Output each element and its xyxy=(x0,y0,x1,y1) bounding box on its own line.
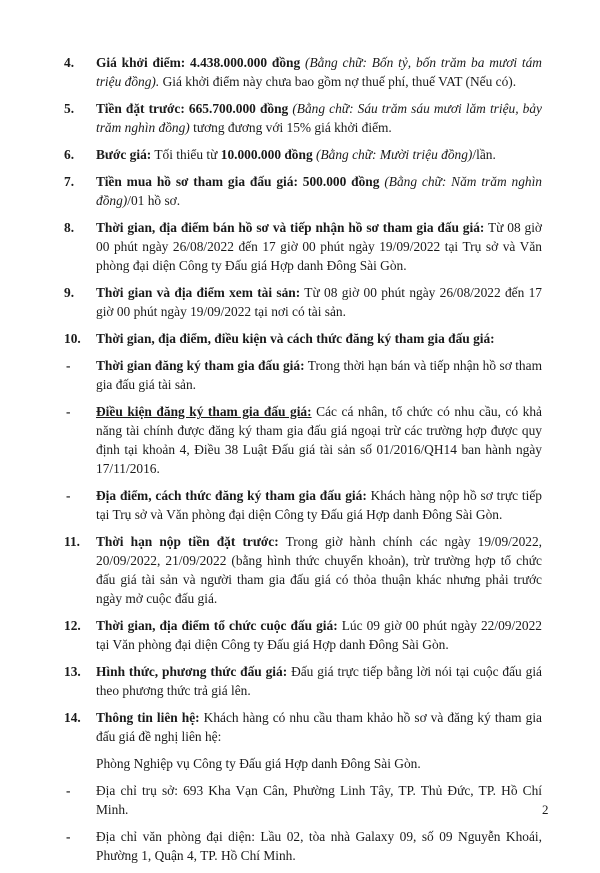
bullet-dash: - xyxy=(66,404,71,419)
item-label: Thời gian, địa điểm tổ chức cuộc đấu giá: xyxy=(96,618,338,633)
item-number: 6. xyxy=(64,147,75,162)
item-deposit xyxy=(64,99,542,137)
item-text: Đấu giá trực tiếp bằng lời nói tại cuộc đấu giá theo phương thức trả giá lên. xyxy=(96,664,542,698)
item-text: Khách hàng có nhu cầu tham khảo hồ sơ và đăng ký tham gia đấu giá đề nghị liên hệ: xyxy=(96,710,542,744)
item-text: /01 hồ sơ. xyxy=(127,193,181,208)
item-label: Thời gian, địa điểm bán hồ sơ và tiếp nhận hồ sơ tham gia đấu giá: xyxy=(96,220,485,235)
item-number: 5. xyxy=(64,101,75,116)
item-number: 8. xyxy=(64,220,75,235)
item-label: Giá khởi điểm: 4.438.000.000 đồng xyxy=(96,55,301,70)
item-number: 11. xyxy=(64,534,80,549)
item-number: 14. xyxy=(64,710,81,725)
item-text: Các cá nhân, tổ chức có nhu cầu, có khả năng tài chính được đăng ký tham gia đấu giá ngoại trừ các trường hợp được quy định tại khoản 4, Điều 38 Luật Đấu giá tài sản số 01/2016/QH14 ban hành ngày 17/11/2016. xyxy=(96,404,542,476)
item-contact-info xyxy=(64,708,542,746)
bullet-dash: - xyxy=(66,358,71,373)
item-registration xyxy=(64,329,542,348)
item-auction-time-place xyxy=(64,616,542,654)
contact-company xyxy=(64,754,542,773)
item-text: Khách hàng nộp hồ sơ trực tiếp tại Trụ sở và Văn phòng đại diện Công ty Đấu giá Hợp danh Đông Sài Gòn. xyxy=(96,488,543,522)
item-text: Trong giờ hành chính các ngày 19/09/2022, 20/09/2022, 21/09/2022 (bằng hình thức chuyển khoản), trừ trường hợp tổ chức đấu giá tài sản và người tham gia đấu giá có thỏa thuận khác nhưng phải trước ngày mở cuộc đấu giá. xyxy=(96,534,543,606)
item-italic-note: (Bằng chữ: Năm trăm nghìn đồng) xyxy=(96,174,542,208)
item-dossier-fee xyxy=(64,172,542,210)
bullet-dash: - xyxy=(66,783,71,798)
item-label: Hình thức, phương thức đấu giá: xyxy=(96,664,288,679)
item-label: Tiền đặt trước: 665.700.000 đồng xyxy=(96,101,289,116)
item-auction-method xyxy=(64,662,542,700)
item-deposit-deadline xyxy=(64,532,542,608)
item-number: 13. xyxy=(64,664,81,679)
item-italic-note: (Bằng chữ: Sáu trăm sáu mươi lăm triệu, bảy trăm nghìn đồng) xyxy=(96,101,542,135)
item-label: Địa điểm, cách thức đăng ký tham gia đấu giá: xyxy=(96,488,367,503)
bullet-dash: - xyxy=(66,488,71,503)
subitem-registration-conditions xyxy=(64,402,542,478)
item-italic-note: (Bằng chữ: Bốn tỷ, bốn trăm ba mươi tám triệu đồng). xyxy=(96,55,542,89)
contact-rep-office xyxy=(64,827,542,865)
item-text: Tối thiểu từ xyxy=(151,147,221,162)
item-label: Tiền mua hồ sơ tham gia đấu giá: 500.000 đồng xyxy=(96,174,380,189)
item-text: Từ 08 giờ 00 phút ngày 26/08/2022 đến 17 giờ 00 phút ngày 19/09/2022 tại Trụ sở và Văn phòng đại diện Công ty Đấu giá Hợp danh Đông Sài Gòn. xyxy=(96,220,542,273)
item-number: 7. xyxy=(64,174,75,189)
item-dossier-sale-time xyxy=(64,218,542,275)
item-text: tương đương với 15% giá khởi điểm. xyxy=(189,120,392,135)
item-label: Thời hạn nộp tiền đặt trước: xyxy=(96,534,279,549)
subitem-registration-place xyxy=(64,486,542,524)
item-label: Thời gian, địa điểm, điều kiện và cách thức đăng ký tham gia đấu giá: xyxy=(96,331,495,346)
bullet-dash: - xyxy=(66,829,71,844)
item-number: 4. xyxy=(64,55,75,70)
page-number: 2 xyxy=(542,802,549,817)
item-italic-note: (Bằng chữ: Mười triệu đồng) xyxy=(316,147,473,162)
item-text: /lần. xyxy=(472,147,496,162)
subitem-registration-time xyxy=(64,356,542,394)
contact-company-text: Phòng Nghiệp vụ Công ty Đấu giá Hợp danh Đông Sài Gòn. xyxy=(96,756,421,771)
contact-head-office-text: Địa chỉ trụ sở: 693 Kha Vạn Cân, Phường Linh Tây, TP. Thủ Đức, TP. Hồ Chí Minh. xyxy=(96,783,542,817)
item-label: Điều kiện đăng ký tham gia đấu giá: xyxy=(96,404,312,419)
item-number: 10. xyxy=(64,331,81,346)
item-text: Lúc 09 giờ 00 phút ngày 22/09/2022 tại Văn phòng đại diện Công ty Đấu giá Hợp danh Đông Sài Gòn. xyxy=(96,618,542,652)
contact-head-office xyxy=(64,781,542,819)
item-label: Thời gian và địa điểm xem tài sản: xyxy=(96,285,301,300)
item-viewing-time xyxy=(64,283,542,321)
item-label: Bước giá: xyxy=(96,147,152,162)
item-bid-step xyxy=(64,145,542,164)
item-label: Thời gian đăng ký tham gia đấu giá: xyxy=(96,358,305,373)
item-text: Từ 08 giờ 00 phút ngày 26/08/2022 đến 17 giờ 00 phút ngày 19/09/2022 tại nơi có tài sản. xyxy=(96,285,542,319)
item-label: Thông tin liên hệ: xyxy=(96,710,200,725)
item-number: 9. xyxy=(64,285,75,300)
item-number: 12. xyxy=(64,618,81,633)
item-starting-price xyxy=(64,53,542,91)
contact-rep-office-text: Địa chỉ văn phòng đại diện: Lầu 02, tòa nhà Galaxy 09, số 09 Nguyễn Khoái, Phường 1, Quận 4, TP. Hồ Chí Minh. xyxy=(96,829,542,863)
item-text: Giá khởi điểm này chưa bao gồm nợ thuế phí, thuế VAT (Nếu có). xyxy=(159,74,517,89)
item-bold-value: 10.000.000 đồng xyxy=(220,147,313,162)
document-body xyxy=(64,53,542,873)
item-text: Trong thời hạn bán và tiếp nhận hồ sơ tham gia đấu giá tài sản. xyxy=(96,358,542,392)
